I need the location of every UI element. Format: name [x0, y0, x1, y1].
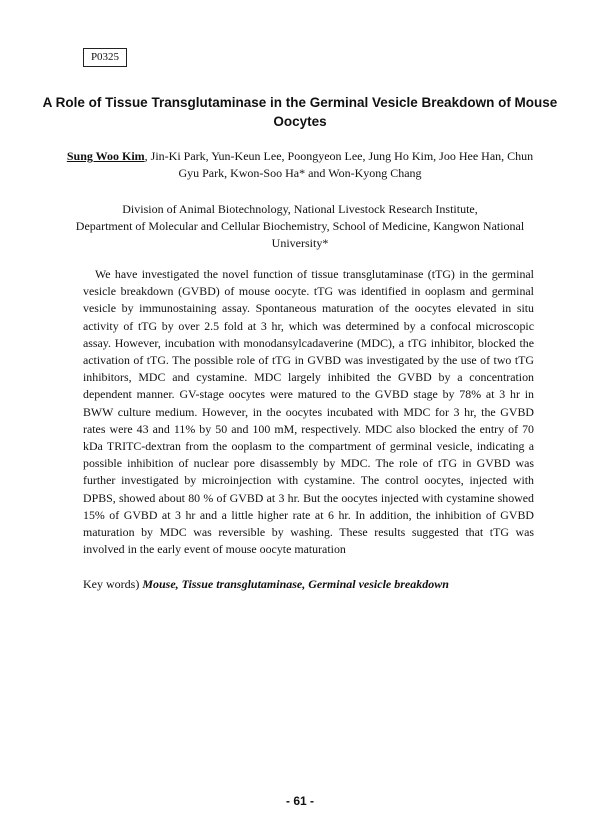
keywords-label: Key words): [83, 577, 140, 591]
paper-title: A Role of Tissue Transglutaminase in the Germinal Vesicle Breakdown of Mouse Oocytes: [42, 95, 558, 129]
presenting-author: Sung Woo Kim: [66, 149, 145, 163]
affiliation-line-2: Department of Molecular and Cellular Biochemistry, School of Medicine, Kangwon National University*: [75, 219, 525, 250]
co-authors: , Jin-Ki Park, Yun-Keun Lee, Poongyeon Lee, Jung Ho Kim, Joo Hee Han, Chun Gyu Park, Kwon-Soo Ha* and Won-Kyong Chang: [144, 149, 534, 180]
keywords: [83, 576, 543, 593]
page-number: - 61 -: [285, 794, 314, 808]
affiliation-line-1: Division of Animal Biotechnology, National Livestock Research Institute,: [122, 202, 478, 216]
keywords-value: Mouse, Tissue transglutaminase, Germinal vesicle breakdown: [142, 577, 449, 591]
author-list: [60, 148, 540, 182]
paper-code-box: P0325: [83, 48, 127, 67]
affiliation: [60, 201, 540, 252]
abstract-body: We have investigated the novel function of tissue transglutaminase (tTG) in the germinal vesicle breakdown (GVBD) of mouse oocyte. tTG was identified in ooplasm and germinal vesicle by immunostaining assay. Spontaneous maturation of the oocytes elevated in situ activity of tTG by over 2.5 fold at 3 hr, which was determined by a confocal microscopic assay. However, incubation with monodansylcadaverine (MDC), a tTG inhibitor, blocked the activation of tTG. The possible role of tTG in GVBD was investigated by the use of two tTG inhibitors, MDC and cystamine. MDC largely inhibited the GVBD by a concentration dependent manner. GV-stage oocytes were matured to the GVBD stage by 78% at 3 hr in BWW culture medium. However, in the oocytes incubated with MDC for 3 hr, the GVBD rates were 43 and 11% by 50 and 100 mM, respectively. MDC also blocked the entry of 70 kDa TRITC-dextran from the ooplasm to the compartment of germinal vesicle, indicating a possible inhibition of nuclear pore disassembly by MDC. The role of tTG in GVBD was further investigated by microinjection with cystamine. The control oocytes, injected with DPBS, showed about 80 % of GVBD at 3 hr. But the oocytes injected with cystamine showed 15% of GVBD at 3 hr and a little higher rate at 6 hr. In addition, the inhibition of GVBD maturation by MDC was reversible by washing. These results suggested that tTG was involved in the early event of mouse oocyte maturation: [83, 267, 534, 557]
